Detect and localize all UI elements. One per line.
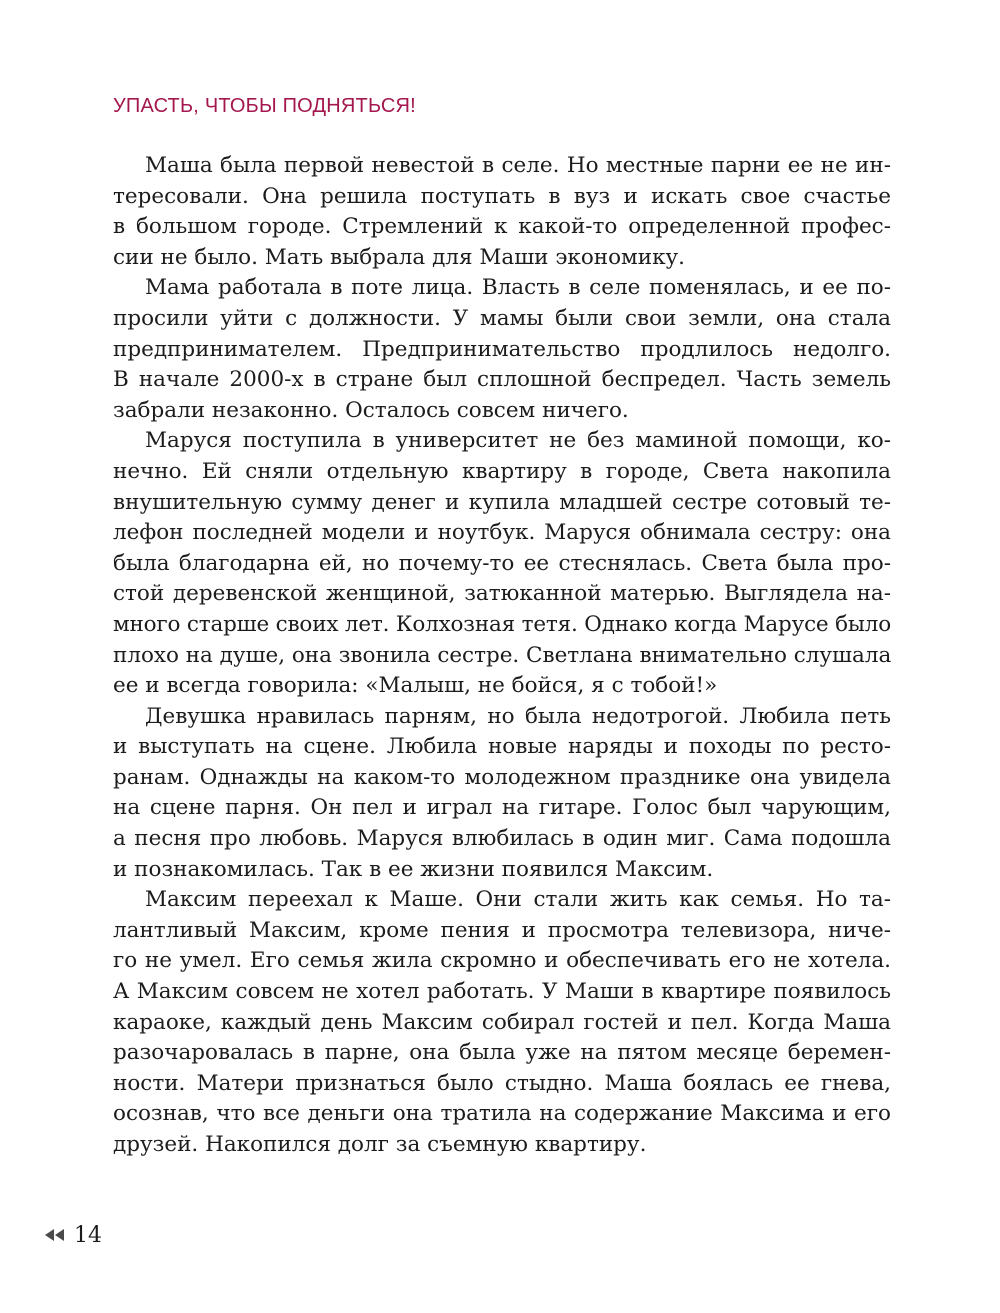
text-line: А Максим совсем не хотел работать. У Маши в квартире появилось xyxy=(113,979,891,1005)
text-line: осознав, что все деньги она тратила на содержание Максима и его xyxy=(113,1101,891,1127)
text-line: и познакомилась. Так в ее жизни появился Максим. xyxy=(113,856,714,882)
text-line: просили уйти с должности. У мамы были свои земли, она стала xyxy=(113,305,891,331)
text-line: стой деревенской женщиной, затюканной матерью. Выглядела на- xyxy=(113,581,891,607)
text-line: Мама работала в поте лица. Власть в селе поменялась, и ее по- xyxy=(145,275,891,301)
text-line: на сцене парня. Он пел и играл на гитаре. Голос был чарующим, xyxy=(113,795,891,821)
text-line: и выступать на сцене. Любила новые наряды и походы по ресто- xyxy=(113,734,891,760)
text-line: лантливый Максим, кроме пения и просмотра телевизора, ниче- xyxy=(113,917,891,943)
page-number: 14 xyxy=(74,1222,102,1248)
text-line: лефон последней модели и ноутбук. Маруся обнимала сестру: она xyxy=(113,520,891,546)
text-line: была благодарна ей, но почему-то ее стеснялась. Света была про- xyxy=(113,550,891,576)
text-line: ранам. Однажды на каком-то молодежном празднике она увидела xyxy=(113,764,891,790)
text-line: Маруся поступила в университет не без маминой помощи, ко- xyxy=(145,428,891,454)
running-head: УПАСТЬ, ЧТОБЫ ПОДНЯТЬСЯ! xyxy=(113,95,416,117)
text-line: тересовали. Она решила поступать в вуз и искать свое счастье xyxy=(113,183,891,209)
paragraph xyxy=(113,151,891,273)
body-text xyxy=(113,151,891,1161)
text-line: нечно. Ей сняли отдельную квартиру в городе, Света накопила xyxy=(113,458,891,484)
text-line: Девушка нравилась парням, но была недотрогой. Любила петь xyxy=(145,703,891,729)
text-line: разочаровалась в парне, она была уже на пятом месяце беремен- xyxy=(113,1040,891,1066)
text-line: ности. Матери признаться было стыдно. Маша боялась ее гнева, xyxy=(113,1070,891,1096)
paragraph xyxy=(113,885,891,1160)
text-line: внушительную сумму денег и купила младшей сестре сотовый те- xyxy=(113,489,891,515)
paragraph xyxy=(113,426,891,701)
text-line: а песня про любовь. Маруся влюбилась в один миг. Сама подошла xyxy=(113,826,891,852)
text-line: предпринимателем. Предпринимательство продлилось недолго. xyxy=(113,336,891,362)
text-line: в большом городе. Стремлений к какой-то определенной профес- xyxy=(113,214,891,240)
text-line: плохо на душе, она звонила сестре. Светлана внимательно слушала xyxy=(113,642,892,668)
text-line: много старше своих лет. Колхозная тетя. Однако когда Марусе было xyxy=(113,611,892,637)
text-line: друзей. Накопился долг за съемную квартиру. xyxy=(113,1132,647,1157)
paragraph xyxy=(113,702,891,886)
text-line: забрали незаконно. Осталось совсем ничего. xyxy=(113,397,629,423)
text-line: го не умел. Его семья жила скромно и обеспечивать его не хотела. xyxy=(113,948,891,974)
text-line: караоке, каждый день Максим собирал гостей и пел. Когда Маша xyxy=(113,1009,891,1035)
text-line: В начале 2000-х в стране был сплошной беспредел. Часть земель xyxy=(113,367,891,393)
paragraph xyxy=(113,273,891,426)
page-footer xyxy=(44,1220,102,1250)
text-line: Максим переехал к Маше. Они стали жить как семья. Но та- xyxy=(145,887,891,913)
text-line: ее и всегда говорила: «Малыш, не бойся, я с тобой!» xyxy=(113,673,718,699)
text-line: сии не было. Мать выбрала для Маши экономику. xyxy=(113,244,686,270)
text-line: Маша была первой невестой в селе. Но местные парни ее не ин- xyxy=(145,153,891,178)
double-left-arrow-icon xyxy=(44,1228,66,1242)
